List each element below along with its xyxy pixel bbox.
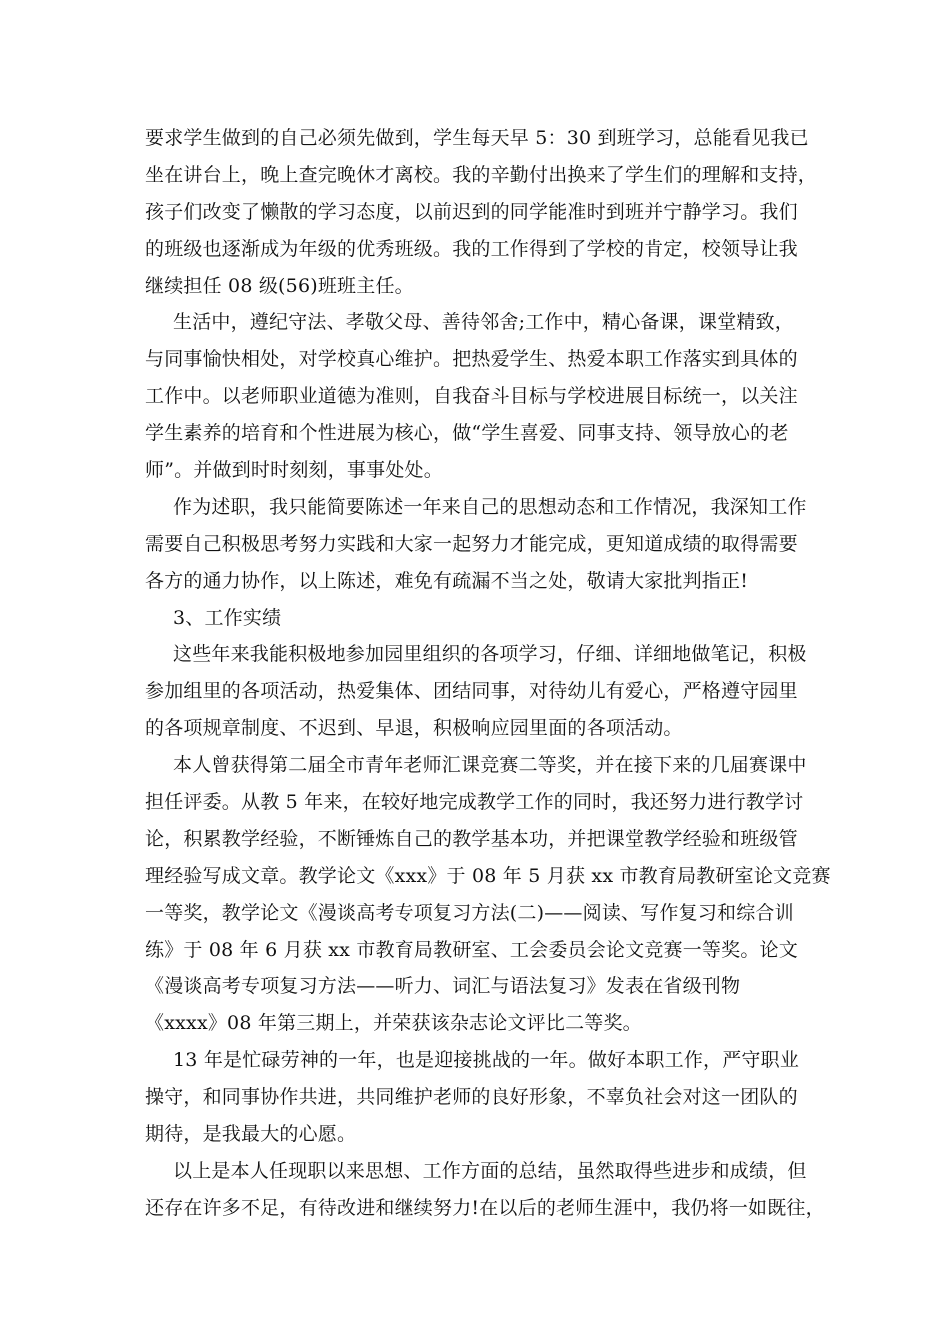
text-line: 坐在讲台上，晚上查完晚休才离校。我的辛勤付出换来了学生们的理解和支持，: [145, 163, 818, 186]
text-line: 作为述职，我只能简要陈述一年来自己的思想动态和工作情况，我深知工作: [173, 495, 807, 518]
text-line: 练》于 08 年 6 月获 xx 市教育局教研室、工会委员会论文竞赛一等奖。论文: [145, 938, 798, 961]
text-line: 担任评委。从教 5 年来，在较好地完成教学工作的同时，我还努力进行教学讨: [145, 791, 804, 814]
text-line: 各方的通力协作，以上陈述，难免有疏漏不当之处，敬请大家批判指正!: [145, 569, 749, 592]
text-line: 《xxxx》08 年第三期上，并荣获该杂志论文评比二等奖。: [145, 1012, 642, 1035]
text-line: 的各项规章制度、不迟到、早退，积极响应园里面的各项活动。: [145, 717, 683, 740]
text-line: 这些年来我能积极地参加园里组织的各项学习，仔细、详细地做笔记，积极: [173, 643, 807, 666]
text-line: 需要自己积极思考努力实践和大家一起努力才能完成，更知道成绩的取得需要: [145, 532, 798, 555]
text-line: 理经验写成文章。教学论文《xxx》于 08 年 5 月获 xx 市教育局教研室论文竞赛: [145, 864, 831, 887]
text-line: 继续担任 08 级(56)班班主任。: [145, 274, 414, 297]
text-line: 以上是本人任现职以来思想、工作方面的总结，虽然取得些进步和成绩，但: [173, 1159, 807, 1182]
text-line: 要求学生做到的自己必须先做到，学生每天早 5：30 到班学习，总能看见我已: [145, 127, 809, 149]
text-line: 还存在许多不足，有待改进和继续努力!在以后的老师生涯中，我仍将一如既往，: [145, 1196, 825, 1219]
text-line: 操守，和同事协作共进，共同维护老师的良好形象，不辜负社会对这一团队的: [145, 1086, 798, 1109]
text-line: 师”。并做到时时刻刻，事事处处。: [145, 459, 443, 482]
text-line: 一等奖，教学论文《漫谈高考专项复习方法(二)——阅读、写作复习和综合训: [145, 901, 794, 924]
text-line: 本人曾获得第二届全市青年老师汇课竞赛二等奖，并在接下来的几届赛课中: [173, 754, 807, 777]
text-line: 生活中，遵纪守法、孝敬父母、善待邻舍;工作中，精心备课，课堂精致，: [173, 311, 795, 334]
document-body: [145, 120, 831, 1227]
text-line: 孩子们改变了懒散的学习态度，以前迟到的同学能准时到班并宁静学习。我们: [145, 200, 798, 223]
text-line: 学生素养的培育和个性进展为核心，做“学生喜爱、同事支持、领导放心的老: [145, 422, 789, 445]
text-line: 工作中。以老师职业道德为准则，自我奋斗目标与学校进展目标统一，以关注: [145, 385, 798, 408]
text-line: 《漫谈高考专项复习方法——听力、词汇与语法复习》发表在省级刊物: [145, 975, 741, 998]
text-line: 与同事愉快相处，对学校真心维护。把热爱学生、热爱本职工作落实到具体的: [145, 348, 798, 371]
text-line: 参加组里的各项活动，热爱集体、团结同事，对待幼儿有爱心，严格遵守园里: [145, 680, 798, 703]
text-line: 论，积累教学经验，不断锤炼自己的教学基本功，并把课堂教学经验和班级管: [145, 827, 798, 850]
text-line: 期待，是我最大的心愿。: [145, 1123, 357, 1146]
text-line: 3、工作实绩: [173, 606, 282, 629]
text-line: 13 年是忙碌劳神的一年，也是迎接挑战的一年。做好本职工作，严守职业: [173, 1049, 800, 1072]
text-line: 的班级也逐渐成为年级的优秀班级。我的工作得到了学校的肯定，校领导让我: [145, 237, 798, 260]
